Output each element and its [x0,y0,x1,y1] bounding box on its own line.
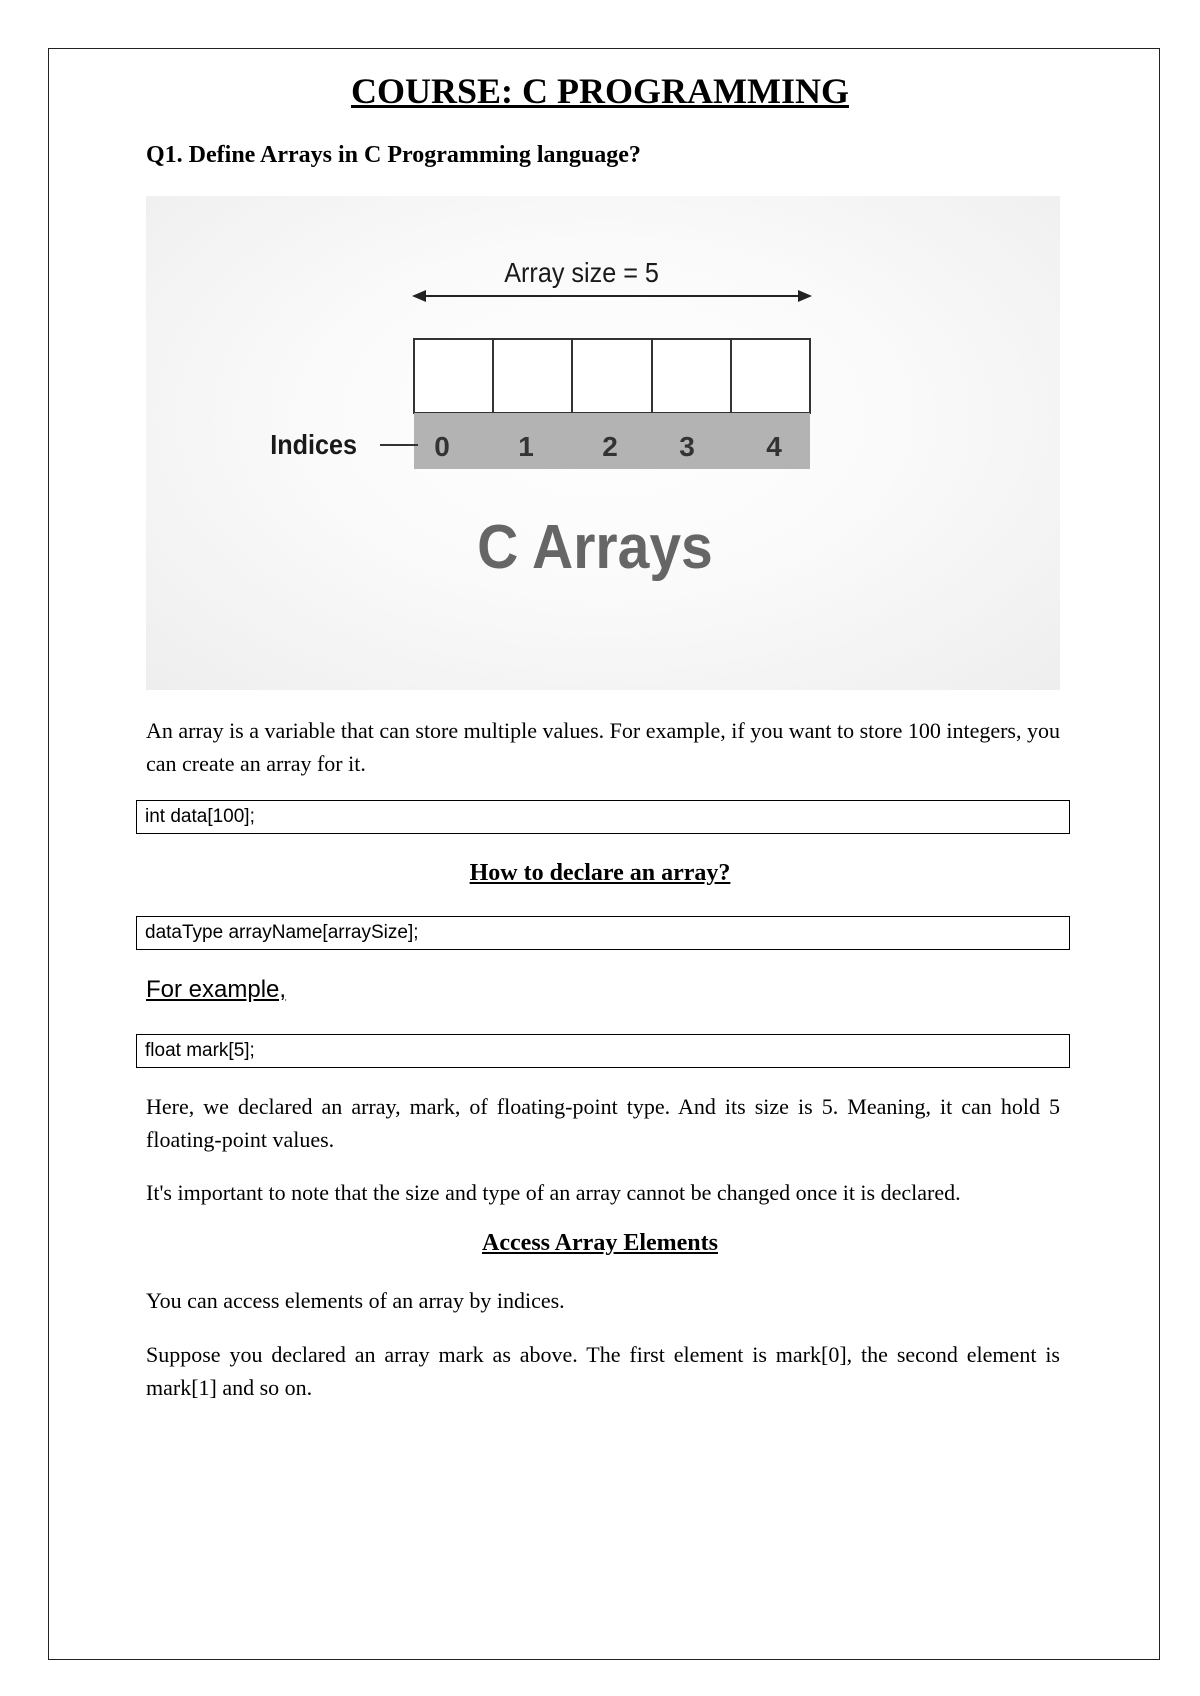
question-heading: Q1. Define Arrays in C Programming language? [146,142,641,168]
figure-caption: C Arrays [477,511,713,582]
suppose-paragraph: Suppose you declared an array mark as above. The first element is mark[0], the second element is mark[1] and so on. [146,1342,1060,1400]
indices-label: Indices [270,428,358,461]
code-snippet-declaration: dataType arrayName[arraySize]; [136,916,1070,950]
index-2: 2 [602,431,618,462]
access-paragraph: You can access elements of an array by indices. [146,1288,565,1313]
array-diagram [146,196,1060,690]
code-snippet-int-data: int data[100]; [136,800,1070,834]
array-size-label: Array size = 5 [504,256,659,289]
heading-declare-array: How to declare an array? [469,860,731,886]
index-0: 0 [434,431,450,462]
array-size-arrow [412,290,812,302]
index-3: 3 [679,431,695,462]
for-example-label: For example, [146,976,287,1003]
code-snippet-float-mark: float mark[5]; [136,1034,1070,1068]
mark-paragraph: Here, we declared an array, mark, of floating-point type. And its size is 5. Meaning, it can hold 5 floating-point values. [146,1094,1060,1152]
note-paragraph: It's important to note that the size and type of an array cannot be changed once it is declared. [146,1180,961,1205]
intro-paragraph: An array is a variable that can store multiple values. For example, if you want to store 100 integers, you can create an array for it. [146,718,1060,776]
index-4: 4 [766,431,782,462]
heading-access-elements: Access Array Elements [482,1230,718,1256]
page-title: COURSE: C PROGRAMMING [351,71,849,111]
index-1: 1 [518,431,534,462]
